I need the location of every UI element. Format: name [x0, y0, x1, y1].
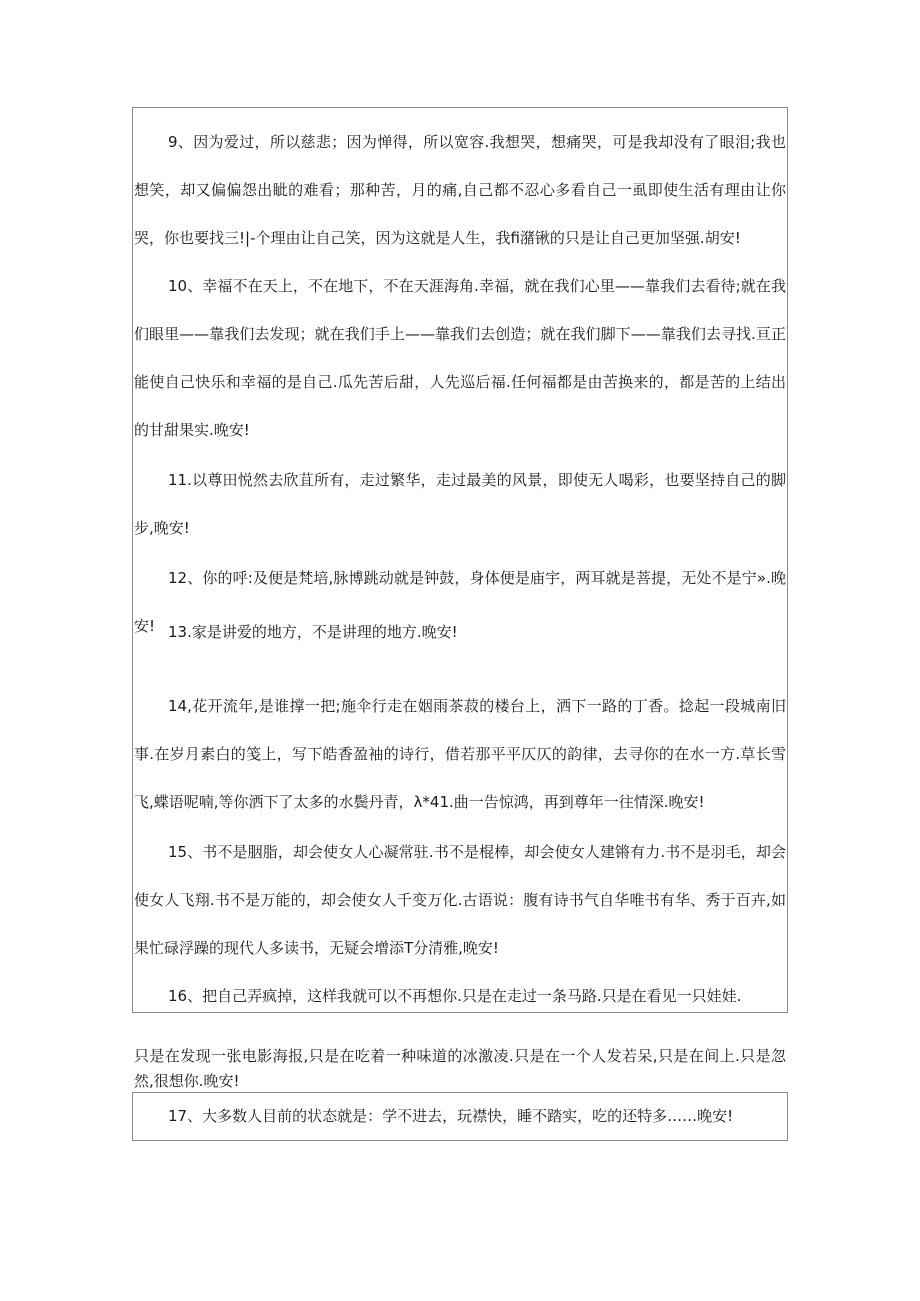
paragraph-12: 12、你的呼:及便是梵培,脉博跳动就是钟鼓，身体便是庙宇，两耳就是菩提，无处不是宁».晚安! [134, 569, 786, 635]
paragraph-11: 11.以尊田悦然去欣苴所有，走过繁华，走过最美的风景，即使无人喝彩，也要坚持自己的脚步,晚安! [134, 471, 786, 537]
paragraph-9: 9、因为爱过，所以慈悲；因为惮得，所以宽容.我想哭，想痛哭，可是我却没有了眼泪;我也想笑，却又偏偏怨出眦的难看；那种苦，月的痛,自己都不忍心多看自己一虱即使生活有理由让你哭，你也要找三!|-个理由让自己笑，因为这就是人生，我fi潴锹的只是让自己更加坚强.胡安! [134, 133, 786, 247]
paragraph-10: 10、幸福不在天上，不在地下，不在天涯海角.幸福，就在我们心里——靠我们去看待;就在我们眼里——靠我们去发现；就在我们手上——靠我们去创造；就在我们脚下——靠我们去寻找.亘正能使自己快乐和幸福的是自己.瓜先苦后甜，人先巡后福.任何福都是由苦换来的，都是苦的上结出的甘甜果实.晚安! [134, 277, 786, 439]
paragraph-16-part1: 16、把自己弄疯掉，这样我就可以不再想你.只是在走过一条马路.只是在看见一只娃娃. [168, 987, 742, 1005]
paragraph-15: 15、书不是胭脂，却会使女人心凝常驻.书不是棍棒，却会使女人建锵有力.书不是羽毛，却会使女人飞翔.书不是万能的，却会使女人千变万化.古语说：腹有诗书气自华唯书有华、秀于百卉,如果忙碌浮躁的现代人多读书，无疑会增添T分清雅,晚安! [134, 843, 786, 957]
paragraph-16-part2: 只是在发现一张电影海报,只是在吃着一种味道的冰激凌.只是在一个人发若呆,只是在间上.只是忽然,很想你.晚安! [134, 1047, 786, 1090]
paragraph-17: 17、大多数人目前的状态就是：学不进去，玩襟快，睡不踏实，吃的还特多……晚安! [168, 1107, 734, 1125]
paragraph-14: 14,花开流年,是谁撑一把;施伞行走在姻雨茶菽的楼台上，洒下一路的丁香。捻起一段城南旧事.在岁月素白的笺上，写下皓香盈袖的诗行，借若那平平仄仄的韵律，去寻你的在水一方.草长雪飞,蝶语呢喃,等你洒下了太多的水鬓丹青，λ*41.曲一告惊鸿，再到尊年一往情深.晚安! [134, 697, 786, 811]
paragraph-13: 13.家是讲爱的地方，不是讲理的地方.晚安! [168, 623, 458, 641]
